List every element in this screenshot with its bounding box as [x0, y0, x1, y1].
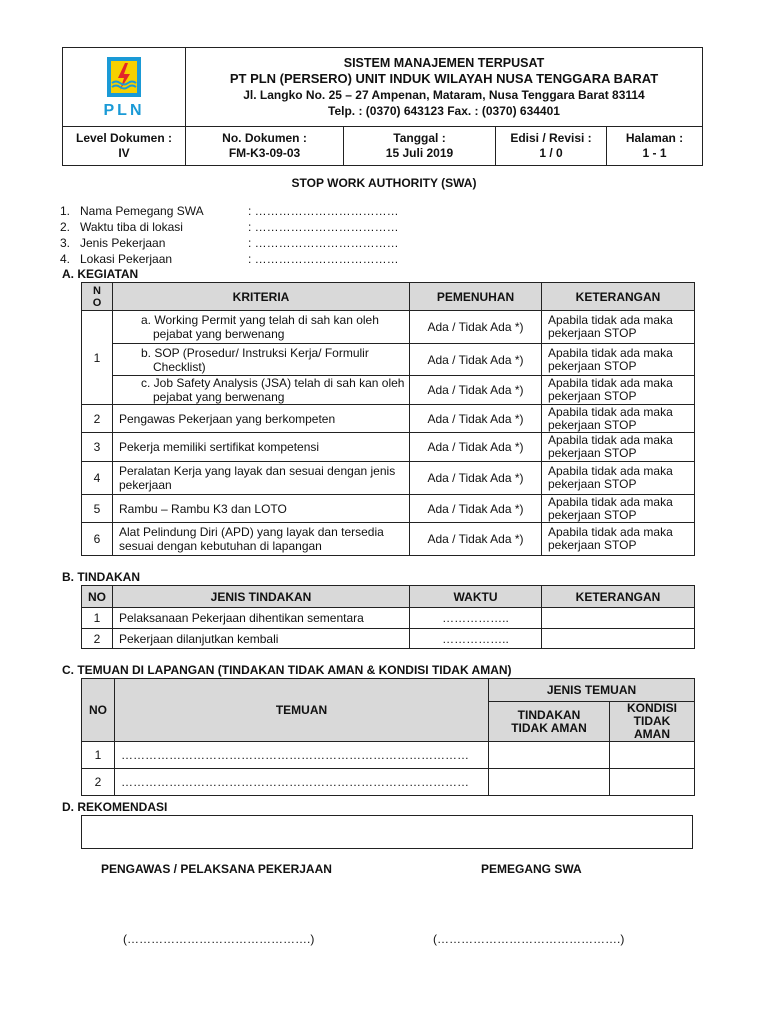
meta-date: Tanggal : 15 Juli 2019	[344, 127, 496, 166]
temuan-field[interactable]: ……………………………………………………………………………	[115, 742, 489, 769]
col-temuan: TEMUAN	[115, 679, 489, 742]
kondisi-checkbox[interactable]	[610, 769, 695, 796]
pemenuhan-choice[interactable]: Ada / Tidak Ada *)	[410, 405, 542, 433]
tindakan-table	[81, 585, 695, 649]
table-row: 1 ……………………………………………………………………………	[82, 742, 695, 769]
col-kriteria: KRITERIA	[113, 283, 410, 311]
pemenuhan-choice[interactable]: Ada / Tidak Ada *)	[410, 344, 542, 376]
pemenuhan-choice[interactable]: Ada / Tidak Ada *)	[410, 495, 542, 523]
section-d-title: D. REKOMENDASI	[62, 800, 168, 814]
signature-right-name[interactable]: (……………………………………….)	[433, 932, 625, 946]
pemenuhan-choice[interactable]: Ada / Tidak Ada *)	[410, 462, 542, 495]
table-row: 1 a. Working Permit yang telah di sah kan oleh pejabat yang berwenang Ada / Tidak Ada *) Apabila tidak ada maka pekerjaan STOP	[82, 311, 695, 344]
keterangan-field[interactable]	[542, 608, 695, 629]
meta-doc-number: No. Dokumen : FM-K3-09-03	[186, 127, 344, 166]
table-row: 2 Pekerjaan dilanjutkan kembali ……………..	[82, 629, 695, 649]
meta-edition: Edisi / Revisi : 1 / 0	[496, 127, 607, 166]
header-line-2: PT PLN (PERSERO) UNIT INDUK WILAYAH NUSA TENGGARA BARAT	[229, 71, 659, 86]
waktu-field[interactable]: ……………..	[410, 629, 542, 649]
col-keterangan: KETERANGAN	[542, 283, 695, 311]
pemenuhan-choice[interactable]: Ada / Tidak Ada *)	[410, 311, 542, 344]
section-a-title: A. KEGIATAN	[62, 267, 139, 281]
table-row: 5 Rambu – Rambu K3 dan LOTO Ada / Tidak Ada *) Apabila tidak ada maka pekerjaan STOP	[82, 495, 695, 523]
col-tindakan-tidak-aman: TINDAKAN TIDAK AMAN	[489, 702, 610, 742]
meta-page: Halaman : 1 - 1	[607, 127, 703, 166]
col-keterangan: KETERANGAN	[542, 586, 695, 608]
table-row: 4 Peralatan Kerja yang layak dan sesuai dengan jenis pekerjaan Ada / Tidak Ada *) Apabila tidak ada maka pekerjaan STOP	[82, 462, 695, 495]
document-meta-row	[63, 127, 703, 166]
info-value-field[interactable]: : ………………………………	[248, 204, 399, 218]
keterangan-field[interactable]	[542, 629, 695, 649]
col-waktu: WAKTU	[410, 586, 542, 608]
signature-left-name[interactable]: (……………………………………….)	[123, 932, 315, 946]
section-b-title: B. TINDAKAN	[62, 570, 140, 584]
document-header	[62, 47, 703, 166]
tindakan-checkbox[interactable]	[489, 742, 610, 769]
rekomendasi-box[interactable]	[81, 815, 693, 849]
table-row: 2 Pengawas Pekerjaan yang berkompeten Ada / Tidak Ada *) Apabila tidak ada maka pekerjaan STOP	[82, 405, 695, 433]
col-jenis-temuan: JENIS TEMUAN	[489, 679, 695, 702]
pemenuhan-choice[interactable]: Ada / Tidak Ada *)	[410, 376, 542, 405]
col-jenis-tindakan: JENIS TINDAKAN	[113, 586, 410, 608]
pln-logo	[63, 48, 186, 127]
table-row: b. SOP (Prosedur/ Instruksi Kerja/ Formulir Checklist) Ada / Tidak Ada *) Apabila tidak ada maka pekerjaan STOP	[82, 344, 695, 376]
section-c-title: C. TEMUAN DI LAPANGAN (TINDAKAN TIDAK AMAN & KONDISI TIDAK AMAN)	[62, 663, 512, 677]
col-kondisi-tidak-aman: KONDISI TIDAK AMAN	[610, 702, 695, 742]
temuan-table	[81, 678, 695, 796]
pemenuhan-choice[interactable]: Ada / Tidak Ada *)	[410, 523, 542, 556]
info-value-field[interactable]: : ………………………………	[248, 236, 399, 250]
pemenuhan-choice[interactable]: Ada / Tidak Ada *)	[410, 433, 542, 462]
info-row: 1. Nama Pemegang SWA : ………………………………	[60, 204, 399, 218]
table-row: 2 ……………………………………………………………………………	[82, 769, 695, 796]
table-row: 3 Pekerja memiliki sertifikat kompetensi Ada / Tidak Ada *) Apabila tidak ada maka pekerjaan STOP	[82, 433, 695, 462]
info-value-field[interactable]: : ………………………………	[248, 252, 399, 266]
col-no: N O	[82, 283, 113, 311]
info-row: 4. Lokasi Pekerjaan : ………………………………	[60, 252, 399, 266]
header-text	[186, 48, 703, 127]
signature-left-label: PENGAWAS / PELAKSANA PEKERJAAN	[101, 862, 332, 876]
kegiatan-table	[81, 282, 695, 556]
signature-right-label: PEMEGANG SWA	[481, 862, 582, 876]
info-row: 3. Jenis Pekerjaan : ………………………………	[60, 236, 399, 250]
info-list	[60, 203, 399, 267]
table-row: 6 Alat Pelindung Diri (APD) yang layak dan tersedia sesuai dengan kebutuhan di lapangan Ada / Tidak Ada *) Apabila tidak ada maka pekerjaan STOP	[82, 523, 695, 556]
col-pemenuhan: PEMENUHAN	[410, 283, 542, 311]
kondisi-checkbox[interactable]	[610, 742, 695, 769]
info-row: 2. Waktu tiba di lokasi : ………………………………	[60, 220, 399, 234]
col-no: NO	[82, 586, 113, 608]
logo-text: PLN	[103, 101, 145, 119]
table-row: 1 Pelaksanaan Pekerjaan dihentikan sementara ……………..	[82, 608, 695, 629]
header-line-3: Jl. Langko No. 25 – 27 Ampenan, Mataram, Nusa Tenggara Barat 83114	[243, 88, 645, 102]
header-line-1: SISTEM MANAJEMEN TERPUSAT	[343, 56, 545, 70]
meta-level: Level Dokumen : IV	[63, 127, 186, 166]
form-title: STOP WORK AUTHORITY (SWA)	[291, 176, 477, 190]
pln-logo-icon	[94, 53, 154, 119]
table-row: c. Job Safety Analysis (JSA) telah di sah kan oleh pejabat yang berwenang Ada / Tidak Ada *) Apabila tidak ada maka pekerjaan STOP	[82, 376, 695, 405]
temuan-field[interactable]: ……………………………………………………………………………	[115, 769, 489, 796]
tindakan-checkbox[interactable]	[489, 769, 610, 796]
info-value-field[interactable]: : ………………………………	[248, 220, 399, 234]
col-no: NO	[82, 679, 115, 742]
waktu-field[interactable]: ……………..	[410, 608, 542, 629]
header-line-4: Telp. : (0370) 643123 Fax. : (0370) 634401	[328, 104, 560, 118]
